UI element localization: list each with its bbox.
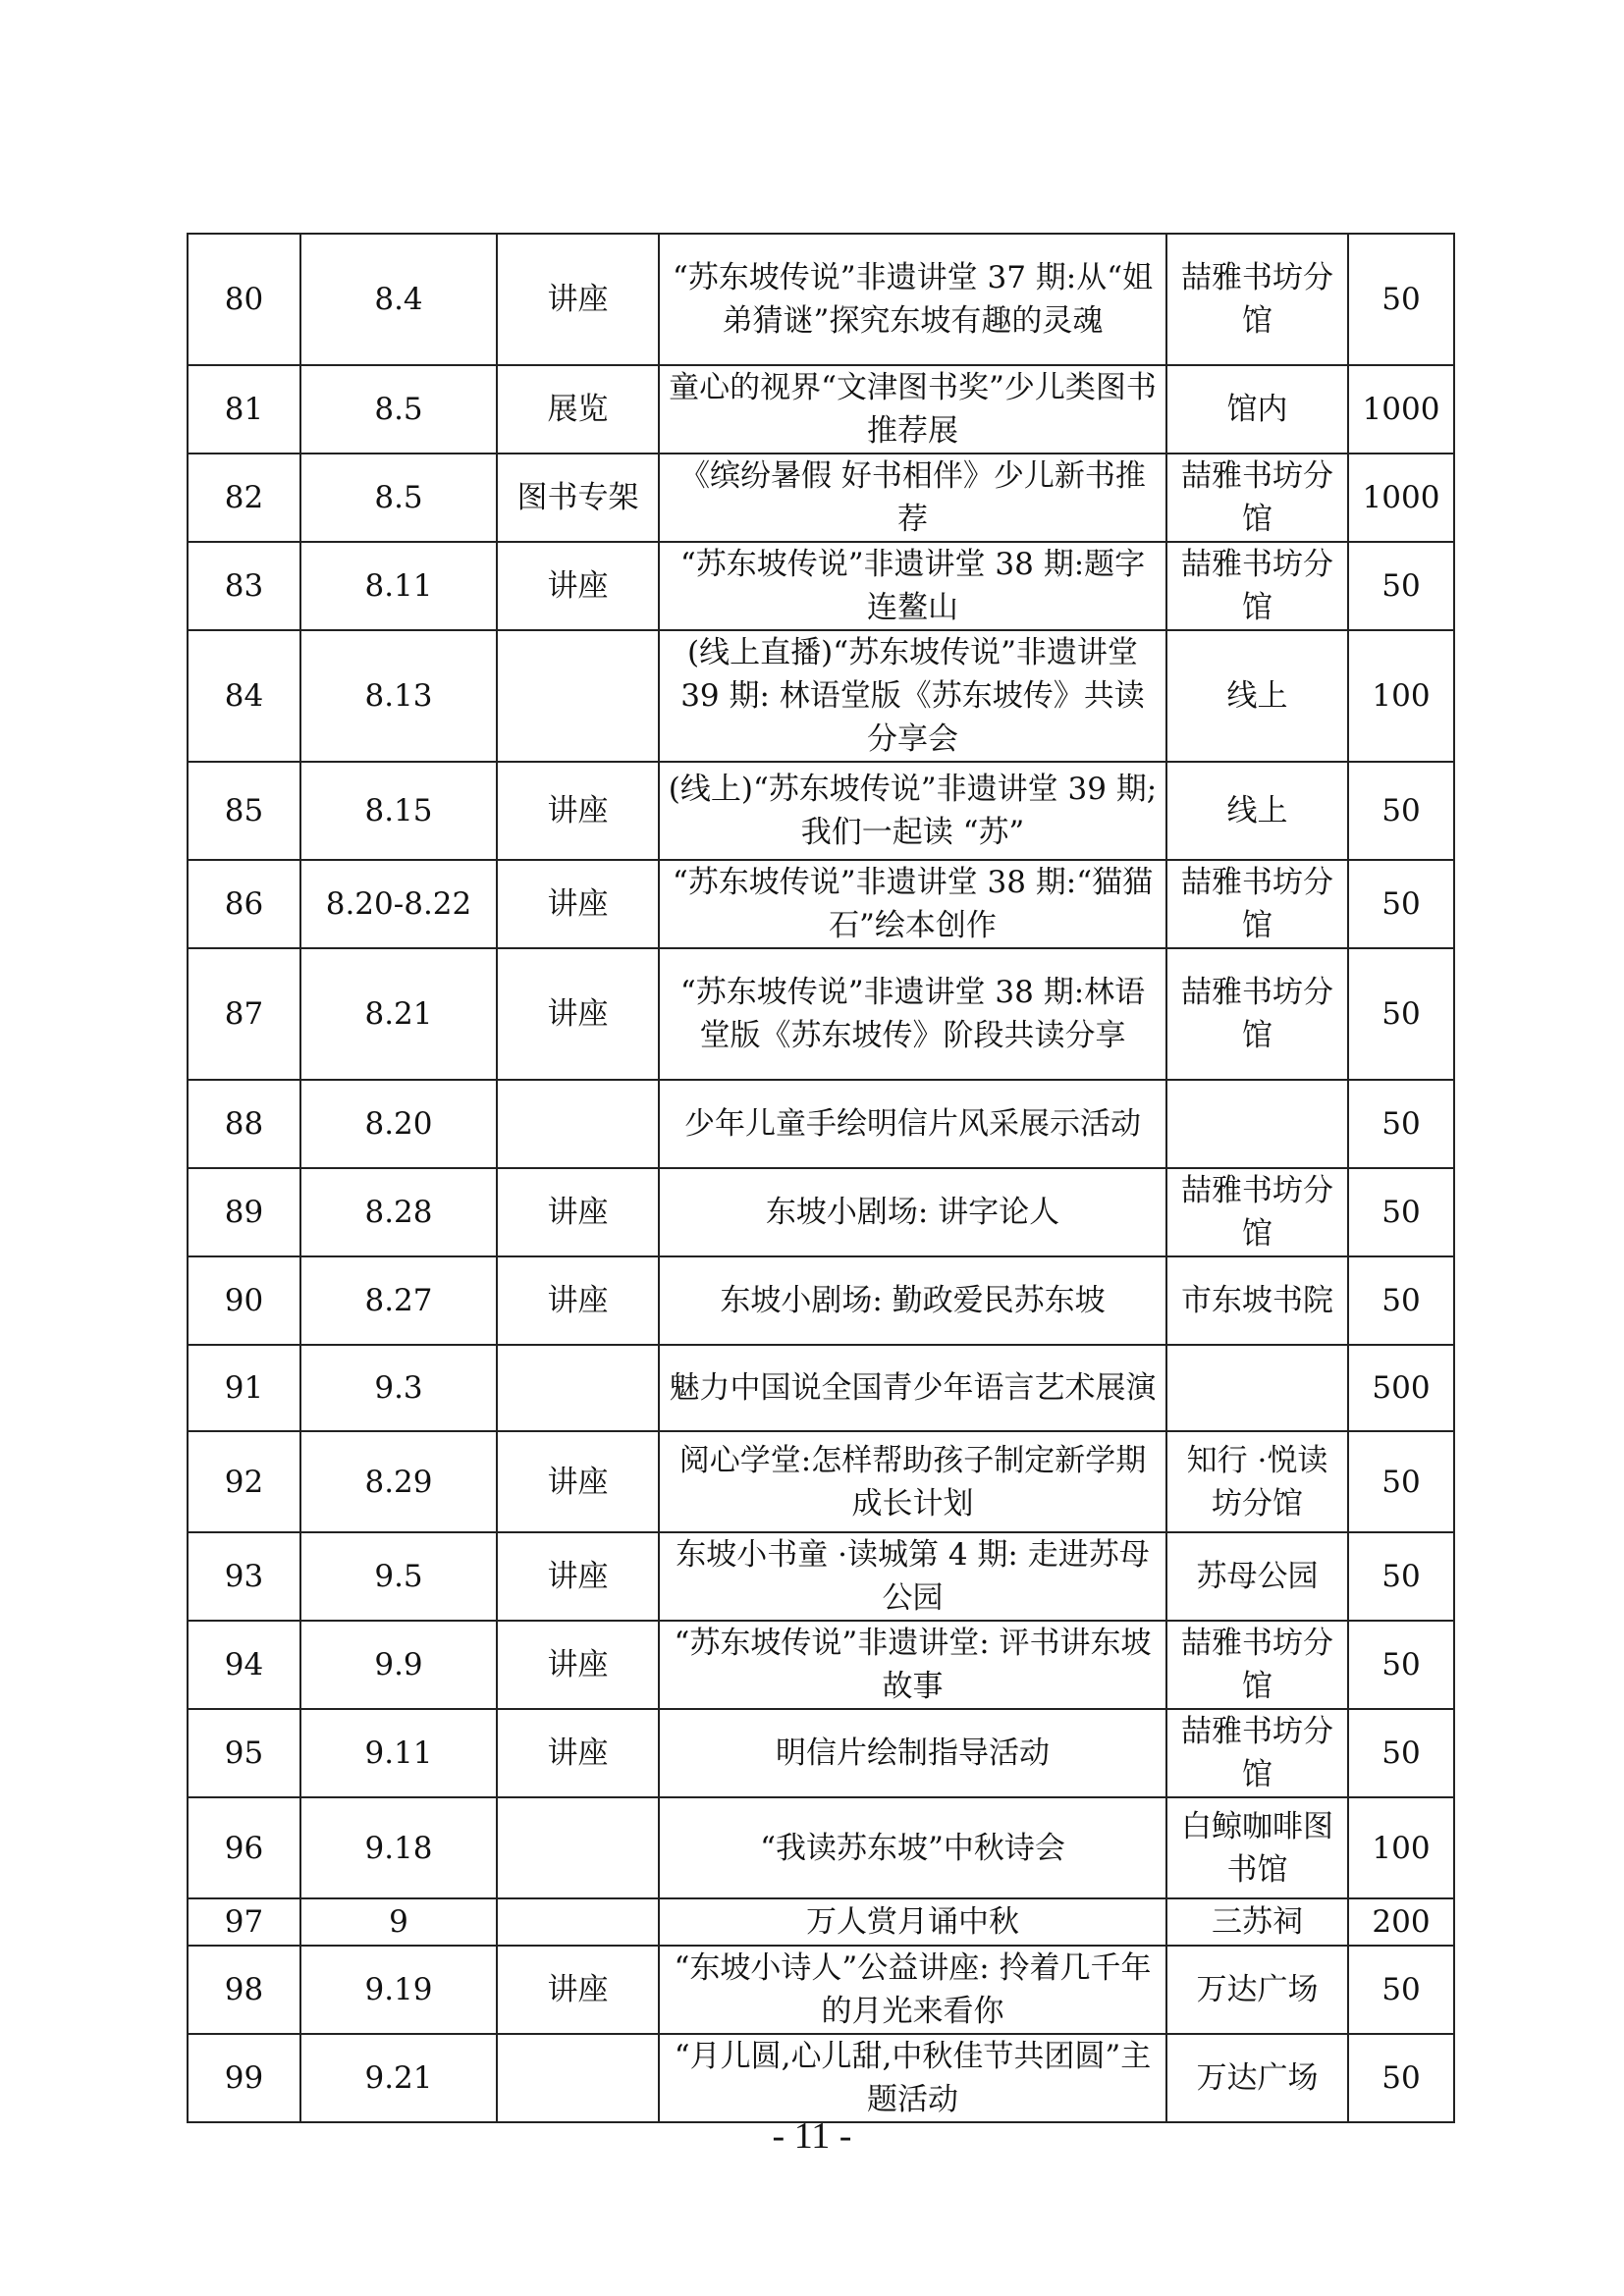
row-type: [497, 2034, 659, 2122]
row-date: 8.20: [300, 1080, 497, 1168]
table-row: [188, 630, 1454, 762]
table-row: [188, 762, 1454, 860]
row-number: 82: [188, 454, 300, 542]
row-date: 9.19: [300, 1946, 497, 2034]
row-type: [497, 1080, 659, 1168]
row-count: 500: [1348, 1345, 1454, 1431]
row-date: 8.15: [300, 762, 497, 860]
row-count: 50: [1348, 1621, 1454, 1709]
row-type: 讲座: [497, 1168, 659, 1256]
row-count: 50: [1348, 234, 1454, 365]
row-number: 95: [188, 1709, 300, 1797]
table-row: [188, 1168, 1454, 1256]
row-venue: [1166, 1345, 1348, 1431]
row-venue: 喆雅书坊分馆: [1166, 1168, 1348, 1256]
activity-table: [187, 233, 1455, 2123]
row-type: 讲座: [497, 860, 659, 948]
row-type: 讲座: [497, 762, 659, 860]
row-venue: 喆雅书坊分馆: [1166, 1709, 1348, 1797]
table-row: [188, 1946, 1454, 2034]
row-count: 50: [1348, 1168, 1454, 1256]
row-number: 89: [188, 1168, 300, 1256]
row-venue: 万达广场: [1166, 1946, 1348, 2034]
table-row: [188, 365, 1454, 454]
row-date: 8.28: [300, 1168, 497, 1256]
row-type: 展览: [497, 365, 659, 454]
row-venue: 喆雅书坊分馆: [1166, 1621, 1348, 1709]
row-type: 讲座: [497, 1532, 659, 1621]
row-description: “苏东坡传说”非遗讲堂 38 期:“猫猫石”绘本创作: [659, 860, 1166, 948]
row-count: 100: [1348, 1797, 1454, 1898]
row-type: 图书专架: [497, 454, 659, 542]
table-row: [188, 1256, 1454, 1345]
row-date: 9.18: [300, 1797, 497, 1898]
row-description: 东坡小剧场: 讲字论人: [659, 1168, 1166, 1256]
row-date: 9: [300, 1898, 497, 1946]
row-venue: 苏母公园: [1166, 1532, 1348, 1621]
row-type: 讲座: [497, 1256, 659, 1345]
row-venue: 喆雅书坊分馆: [1166, 948, 1348, 1080]
row-number: 87: [188, 948, 300, 1080]
row-number: 96: [188, 1797, 300, 1898]
row-number: 84: [188, 630, 300, 762]
table-row: [188, 948, 1454, 1080]
row-number: 98: [188, 1946, 300, 2034]
row-count: 50: [1348, 762, 1454, 860]
row-date: 8.13: [300, 630, 497, 762]
row-venue: 喆雅书坊分馆: [1166, 454, 1348, 542]
row-number: 85: [188, 762, 300, 860]
table-row: [188, 542, 1454, 630]
row-description: “我读苏东坡”中秋诗会: [659, 1797, 1166, 1898]
row-count: 50: [1348, 948, 1454, 1080]
row-description: 东坡小剧场: 勤政爱民苏东坡: [659, 1256, 1166, 1345]
row-number: 83: [188, 542, 300, 630]
row-date: 8.5: [300, 365, 497, 454]
row-type: 讲座: [497, 234, 659, 365]
row-type: [497, 630, 659, 762]
table-row: [188, 860, 1454, 948]
row-venue: 喆雅书坊分馆: [1166, 860, 1348, 948]
row-description: “月儿圆,心儿甜,中秋佳节共团圆”主题活动: [659, 2034, 1166, 2122]
table-row: [188, 454, 1454, 542]
row-count: 50: [1348, 1256, 1454, 1345]
row-description: 《缤纷暑假 好书相伴》少儿新书推荐: [659, 454, 1166, 542]
table-row: [188, 1532, 1454, 1621]
page-number: - 11 -: [772, 2115, 852, 2157]
row-type: 讲座: [497, 1946, 659, 2034]
row-number: 80: [188, 234, 300, 365]
row-description: 阅心学堂:怎样帮助孩子制定新学期成长计划: [659, 1431, 1166, 1532]
row-date: 8.20-8.22: [300, 860, 497, 948]
row-count: 50: [1348, 2034, 1454, 2122]
row-number: 94: [188, 1621, 300, 1709]
row-type: 讲座: [497, 1709, 659, 1797]
row-type: 讲座: [497, 1621, 659, 1709]
row-type: 讲座: [497, 542, 659, 630]
row-count: 1000: [1348, 365, 1454, 454]
row-date: 9.11: [300, 1709, 497, 1797]
row-date: 8.5: [300, 454, 497, 542]
row-number: 91: [188, 1345, 300, 1431]
table-row: [188, 1431, 1454, 1532]
row-venue: 线上: [1166, 630, 1348, 762]
row-date: 8.29: [300, 1431, 497, 1532]
row-type: 讲座: [497, 1431, 659, 1532]
row-count: 50: [1348, 542, 1454, 630]
row-number: 88: [188, 1080, 300, 1168]
row-description: “苏东坡传说”非遗讲堂 38 期:林语堂版《苏东坡传》阶段共读分享: [659, 948, 1166, 1080]
row-date: 8.11: [300, 542, 497, 630]
row-count: 50: [1348, 1532, 1454, 1621]
table-row: [188, 1345, 1454, 1431]
row-description: “苏东坡传说”非遗讲堂 37 期:从“姐弟猜谜”探究东坡有趣的灵魂: [659, 234, 1166, 365]
row-description: “苏东坡传说”非遗讲堂: 评书讲东坡故事: [659, 1621, 1166, 1709]
row-venue: 馆内: [1166, 365, 1348, 454]
row-number: 93: [188, 1532, 300, 1621]
row-count: 50: [1348, 860, 1454, 948]
row-date: 8.21: [300, 948, 497, 1080]
table-row: [188, 1709, 1454, 1797]
row-type: 讲座: [497, 948, 659, 1080]
row-venue: 市东坡书院: [1166, 1256, 1348, 1345]
row-number: 97: [188, 1898, 300, 1946]
row-description: 童心的视界“文津图书奖”少儿类图书推荐展: [659, 365, 1166, 454]
table-row: [188, 234, 1454, 365]
row-description: (线上)“苏东坡传说”非遗讲堂 39 期;我们一起读 “苏”: [659, 762, 1166, 860]
row-count: 100: [1348, 630, 1454, 762]
row-venue: 喆雅书坊分馆: [1166, 234, 1348, 365]
row-date: 8.27: [300, 1256, 497, 1345]
row-venue: 喆雅书坊分馆: [1166, 542, 1348, 630]
row-date: 9.3: [300, 1345, 497, 1431]
row-venue: 知行 ·悦读坊分馆: [1166, 1431, 1348, 1532]
row-description: (线上直播)“苏东坡传说”非遗讲堂 39 期: 林语堂版《苏东坡传》共读分享会: [659, 630, 1166, 762]
row-venue: 白鲸咖啡图书馆: [1166, 1797, 1348, 1898]
row-description: 明信片绘制指导活动: [659, 1709, 1166, 1797]
row-number: 92: [188, 1431, 300, 1532]
row-venue: 三苏祠: [1166, 1898, 1348, 1946]
row-description: “苏东坡传说”非遗讲堂 38 期:题字连鳌山: [659, 542, 1166, 630]
row-count: 50: [1348, 1946, 1454, 2034]
row-count: 50: [1348, 1431, 1454, 1532]
row-venue: [1166, 1080, 1348, 1168]
row-venue: 线上: [1166, 762, 1348, 860]
row-number: 86: [188, 860, 300, 948]
row-type: [497, 1898, 659, 1946]
table-row: [188, 1797, 1454, 1898]
row-description: 万人赏月诵中秋: [659, 1898, 1166, 1946]
row-description: 东坡小书童 ·读城第 4 期: 走进苏母公园: [659, 1532, 1166, 1621]
row-count: 200: [1348, 1898, 1454, 1946]
row-description: 少年儿童手绘明信片风采展示活动: [659, 1080, 1166, 1168]
row-date: 9.9: [300, 1621, 497, 1709]
row-type: [497, 1345, 659, 1431]
row-type: [497, 1797, 659, 1898]
table-row: [188, 1080, 1454, 1168]
table-row: [188, 1898, 1454, 1946]
table-row: [188, 2034, 1454, 2122]
row-date: 8.4: [300, 234, 497, 365]
row-count: 50: [1348, 1080, 1454, 1168]
row-number: 90: [188, 1256, 300, 1345]
row-date: 9.21: [300, 2034, 497, 2122]
row-count: 50: [1348, 1709, 1454, 1797]
row-date: 9.5: [300, 1532, 497, 1621]
row-description: 魅力中国说全国青少年语言艺术展演: [659, 1345, 1166, 1431]
row-number: 81: [188, 365, 300, 454]
row-description: “东坡小诗人”公益讲座: 拎着几千年的月光来看你: [659, 1946, 1166, 2034]
table-row: [188, 1621, 1454, 1709]
row-number: 99: [188, 2034, 300, 2122]
row-count: 1000: [1348, 454, 1454, 542]
row-venue: 万达广场: [1166, 2034, 1348, 2122]
